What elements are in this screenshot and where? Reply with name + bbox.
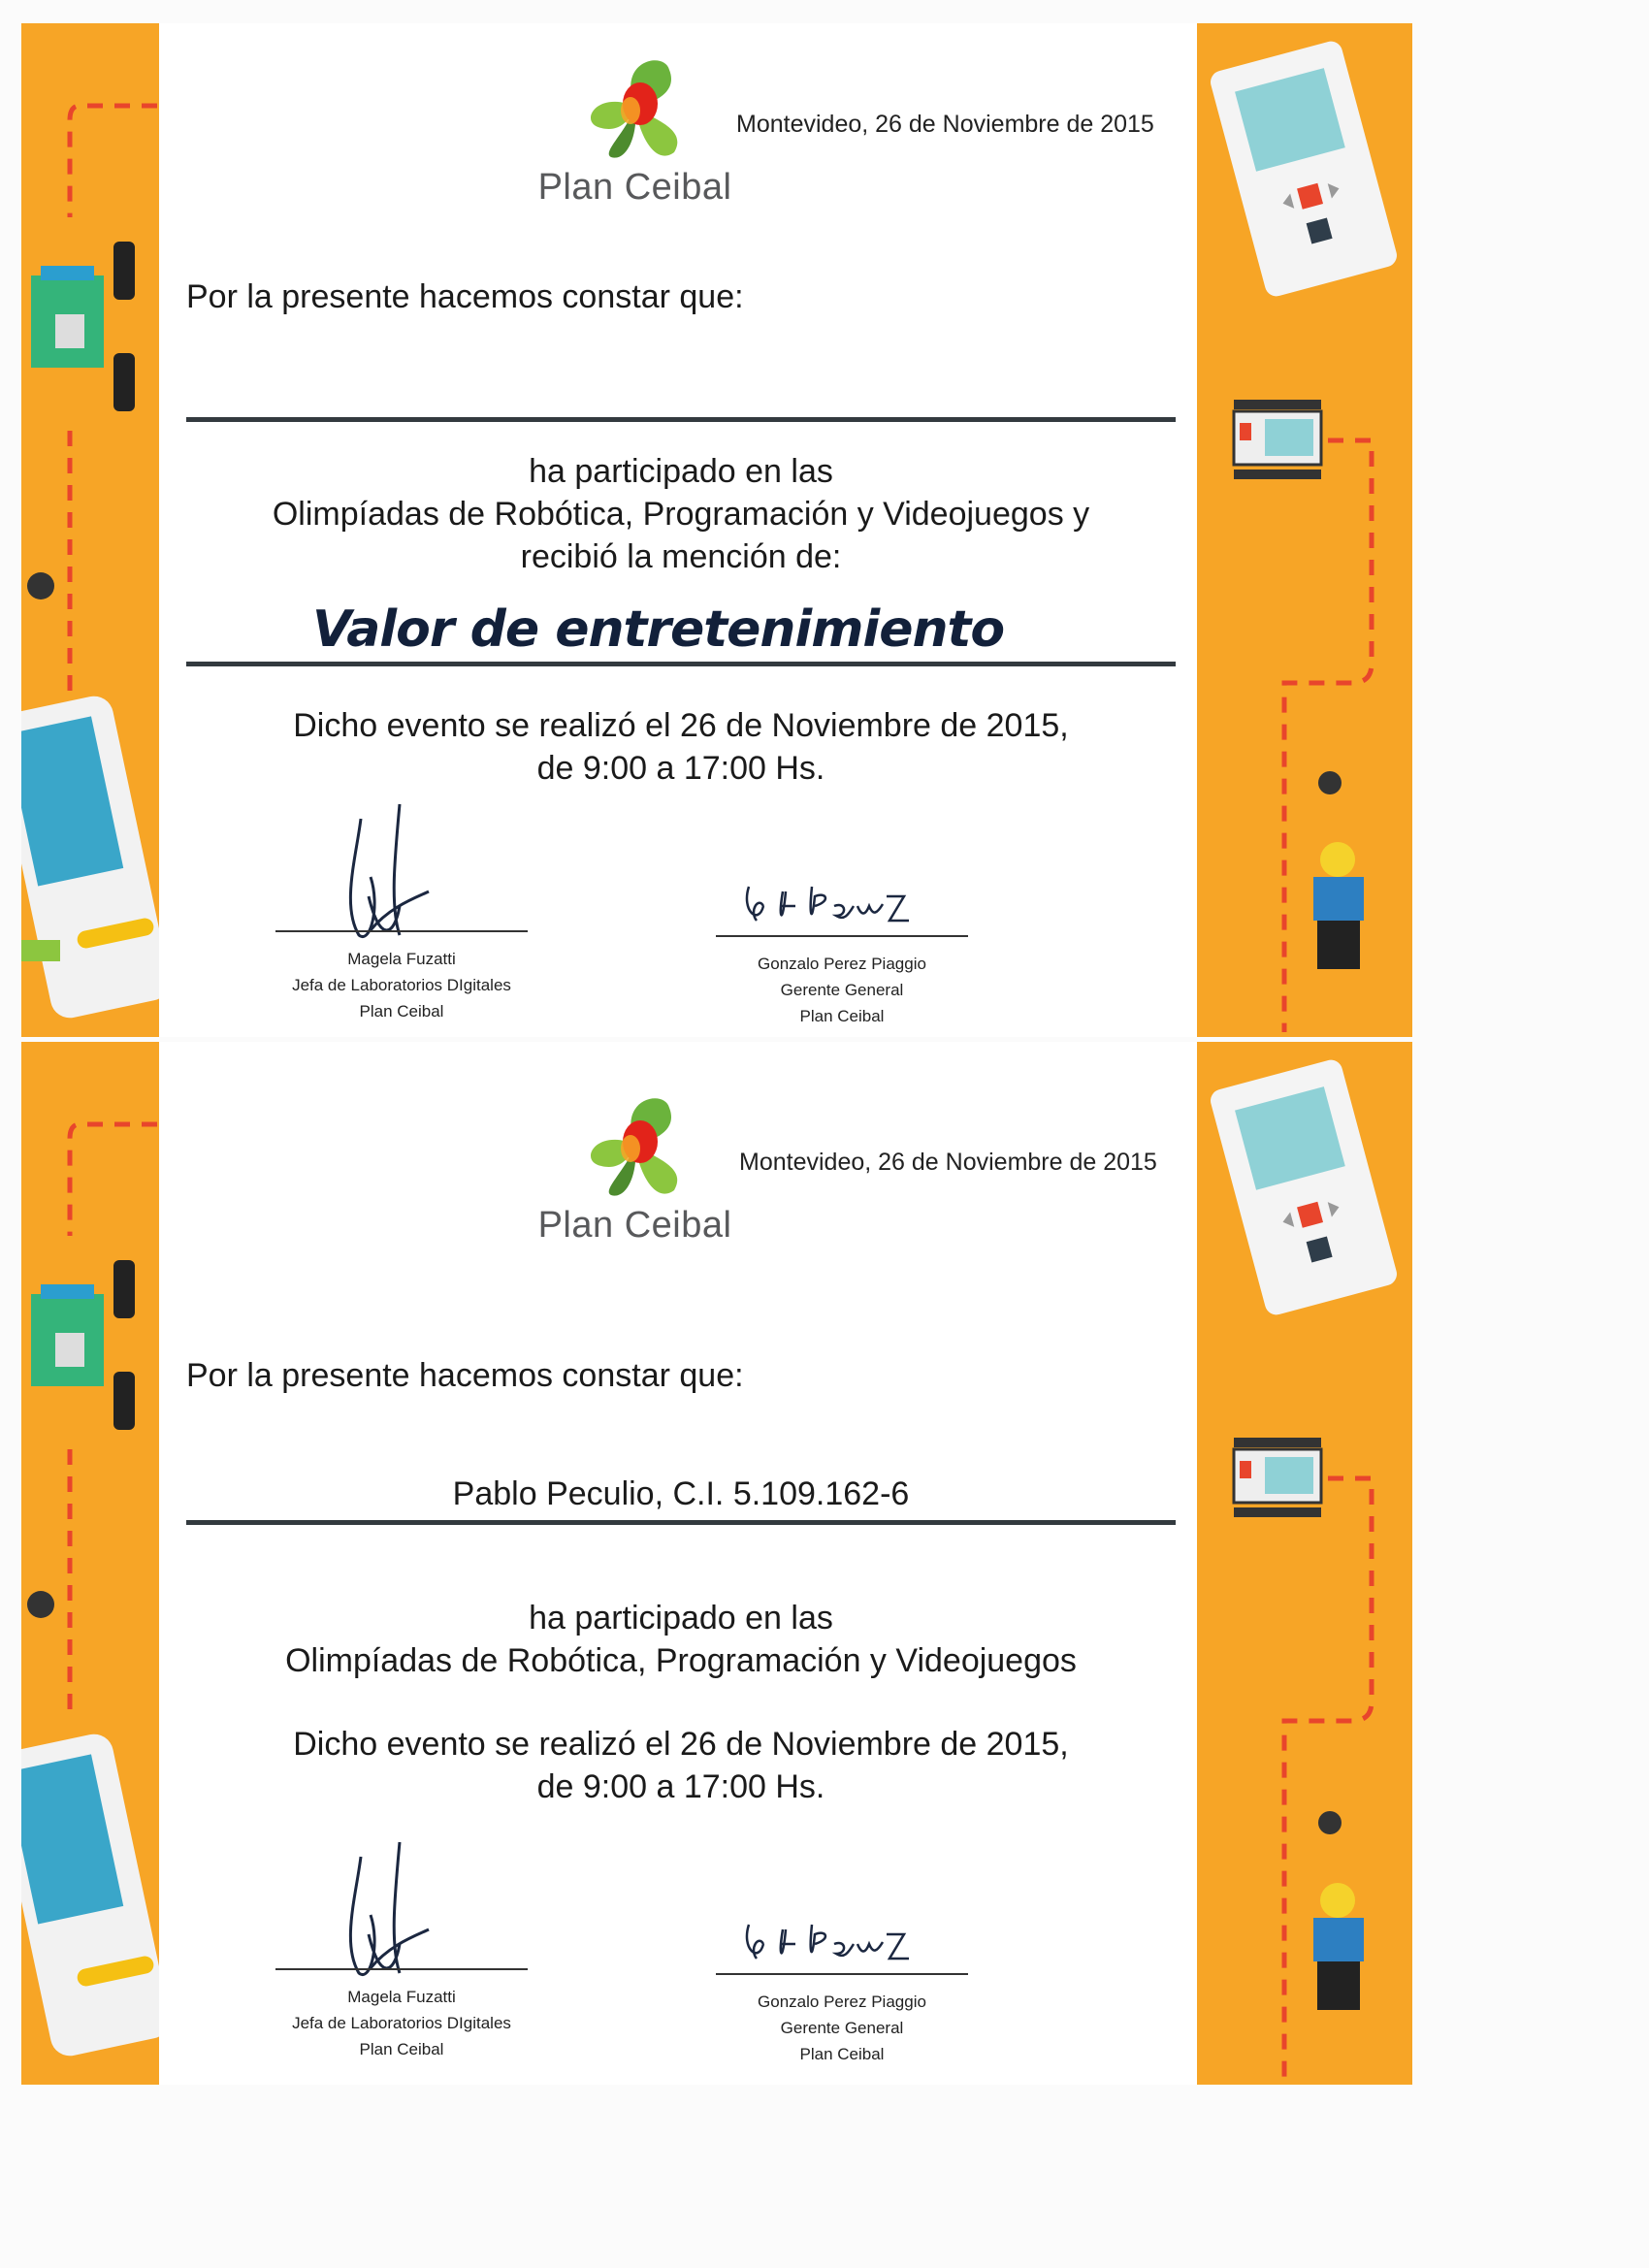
robot-illustration-left xyxy=(21,1042,159,2085)
right-decorative-stripe xyxy=(1197,1042,1412,2085)
event-line-2: de 9:00 a 17:00 Hs. xyxy=(536,1768,825,1805)
signature-line-2 xyxy=(716,1973,968,1975)
robot-illustration-right xyxy=(1197,1042,1412,2085)
participant-rule xyxy=(186,1520,1176,1525)
participation-line-1: ha participado en las xyxy=(529,453,833,490)
logo-wordmark: Plan Ceibal xyxy=(537,1205,732,1246)
intro-text: Por la presente hacemos constar que: xyxy=(186,1357,744,1394)
signature-block-2 xyxy=(716,935,968,1029)
participation-line-3: recibió la mención de: xyxy=(520,538,842,575)
date-line: Montevideo, 26 de Noviembre de 2015 xyxy=(736,111,1154,138)
signer-2-title: Gerente General xyxy=(780,981,904,999)
signer-1-name: Magela Fuzatti xyxy=(347,1988,456,2006)
signature-perez xyxy=(739,877,933,935)
participation-line-1: ha participado en las xyxy=(529,1600,833,1636)
intro-text: Por la presente hacemos constar que: xyxy=(186,278,744,315)
logo-wordmark: Plan Ceibal xyxy=(537,167,732,208)
event-line-1: Dicho evento se realizó el 26 de Noviembre de 2015, xyxy=(293,1726,1069,1763)
participation-line-2: Olimpíadas de Robótica, Programación y Videojuegos xyxy=(285,1642,1077,1679)
participant-name: Pablo Peculio, C.I. 5.109.162-6 xyxy=(452,1475,910,1512)
certificate-mention xyxy=(21,23,1412,1037)
plan-ceibal-logo xyxy=(521,1088,749,1247)
participation-line-2: Olimpíadas de Robótica, Programación y Videojuegos y xyxy=(272,496,1090,533)
ceibal-flower-icon xyxy=(572,1088,698,1205)
event-line-2: de 9:00 a 17:00 Hs. xyxy=(536,750,825,787)
signer-2-title: Gerente General xyxy=(780,2019,904,2037)
signature-block-1 xyxy=(275,930,528,1024)
signature-block-1 xyxy=(275,1968,528,2062)
signer-1-name: Magela Fuzatti xyxy=(347,950,456,968)
mention-rule xyxy=(186,662,1176,666)
event-line-1: Dicho evento se realizó el 26 de Noviembre de 2015, xyxy=(293,707,1069,744)
signature-perez xyxy=(739,1915,933,1973)
handwritten-mention: Valor de entretenimiento xyxy=(312,600,1005,659)
signer-1-org: Plan Ceibal xyxy=(359,1002,444,1021)
robot-illustration-left xyxy=(21,23,159,1037)
signature-line-1 xyxy=(275,930,528,932)
signer-2-org: Plan Ceibal xyxy=(799,1007,885,1025)
signature-line-1 xyxy=(275,1968,528,1970)
ceibal-flower-icon xyxy=(572,50,698,167)
robot-illustration-right xyxy=(1197,23,1412,1037)
signer-2-org: Plan Ceibal xyxy=(799,2045,885,2063)
signer-1-title: Jefa de Laboratorios DIgitales xyxy=(292,2014,511,2032)
signature-line-2 xyxy=(716,935,968,937)
left-decorative-stripe xyxy=(21,1042,159,2085)
signature-block-2 xyxy=(716,1973,968,2067)
certificate-participation xyxy=(21,1042,1412,2085)
plan-ceibal-logo xyxy=(521,50,749,209)
right-decorative-stripe xyxy=(1197,23,1412,1037)
signer-2-name: Gonzalo Perez Piaggio xyxy=(758,955,926,973)
signer-1-title: Jefa de Laboratorios DIgitales xyxy=(292,976,511,994)
signer-1-org: Plan Ceibal xyxy=(359,2040,444,2058)
date-line: Montevideo, 26 de Noviembre de 2015 xyxy=(739,1149,1157,1176)
signer-2-name: Gonzalo Perez Piaggio xyxy=(758,1993,926,2011)
participant-rule xyxy=(186,417,1176,422)
left-decorative-stripe xyxy=(21,23,159,1037)
